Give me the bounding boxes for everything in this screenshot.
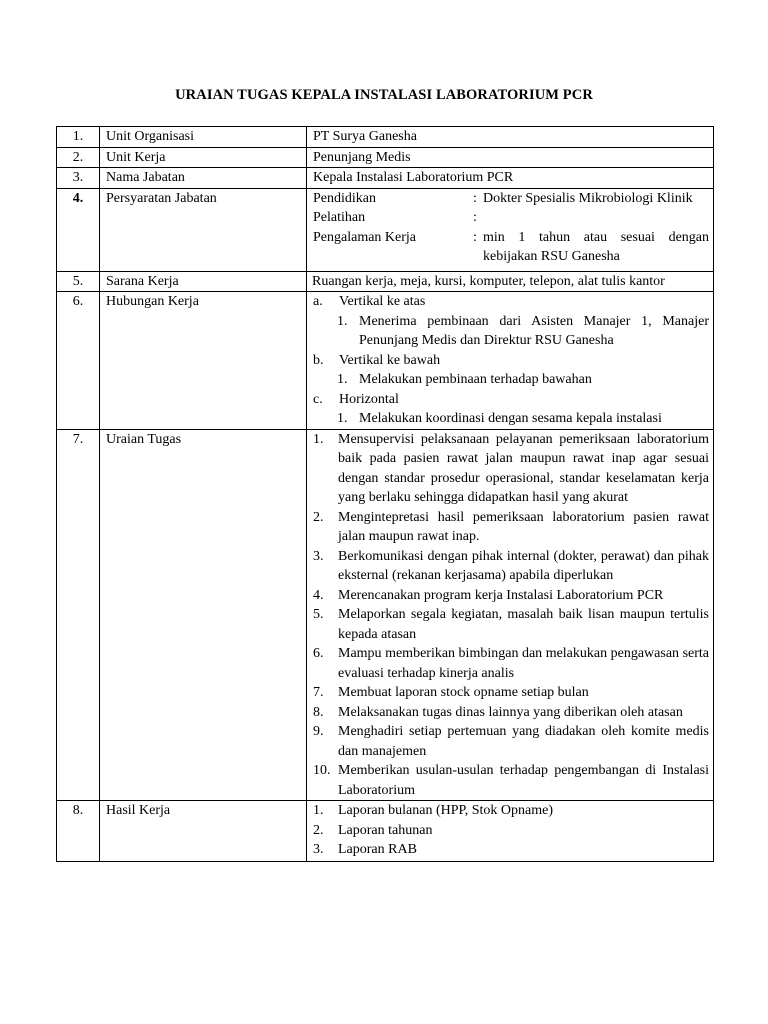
table-row xyxy=(57,429,714,801)
item-text: Membuat laporan stock opname setiap bulan xyxy=(338,685,589,700)
item-marker: 1. xyxy=(313,803,324,818)
item-text: Laporan RAB xyxy=(338,842,417,857)
requirement-key: Pelatihan xyxy=(313,210,366,225)
row-number: 2. xyxy=(57,147,100,168)
item-marker: 9. xyxy=(313,724,324,739)
results-cell xyxy=(307,801,714,862)
list-item xyxy=(313,430,709,508)
item-marker: 2. xyxy=(313,822,324,838)
item-text: Merencanakan program kerja Instalasi Laboratorium PCR xyxy=(338,587,664,603)
row-number: 8. xyxy=(57,801,100,862)
item-marker: 8. xyxy=(313,704,324,720)
item-text: Memberikan usulan-usulan terhadap pengembangan di Instalasi Laboratorium xyxy=(338,763,709,798)
table-row xyxy=(57,801,714,862)
row-value: Kepala Instalasi Laboratorium PCR xyxy=(307,168,714,189)
item-text: Melakukan koordinasi dengan sesama kepala instalasi xyxy=(359,411,662,426)
row-number: 6. xyxy=(57,292,100,430)
row-label: Unit Organisasi xyxy=(100,127,307,148)
requirement-colon: : xyxy=(473,210,477,225)
list-item xyxy=(313,801,709,821)
item-marker: 7. xyxy=(313,685,324,700)
table-row xyxy=(57,127,714,148)
list-item xyxy=(313,840,709,860)
list-item xyxy=(313,683,709,703)
item-text: Melakukan pembinaan terhadap bawahan xyxy=(359,372,592,387)
row-label: Unit Kerja xyxy=(100,147,307,168)
list-item xyxy=(313,761,709,800)
item-text: Melaporkan segala kegiatan, masalah baik lisan maupun tertulis kepada atasan xyxy=(338,607,709,642)
relation-group-title xyxy=(313,390,709,410)
item-marker: 5. xyxy=(313,607,324,622)
list-item xyxy=(313,586,709,606)
list-item xyxy=(313,821,709,841)
item-marker: 1. xyxy=(337,372,348,387)
row-number: 1. xyxy=(57,127,100,148)
item-marker: 3. xyxy=(313,548,324,564)
item-text: Laporan tahunan xyxy=(338,822,433,838)
row-value: Penunjang Medis xyxy=(307,147,714,168)
item-marker: 2. xyxy=(313,509,324,525)
row-label: Sarana Kerja xyxy=(100,271,307,292)
requirement-item xyxy=(313,208,709,228)
item-marker: 3. xyxy=(313,842,324,857)
item-text: Laporan bulanan (HPP, Stok Opname) xyxy=(338,803,554,818)
row-number: 3. xyxy=(57,168,100,189)
row-value: PT Surya Ganesha xyxy=(307,127,714,148)
item-marker: 10. xyxy=(313,763,331,778)
document-title: URAIAN TUGAS KEPALA INSTALASI LABORATORIUM PCR xyxy=(175,87,593,103)
list-item xyxy=(313,644,709,683)
list-item xyxy=(313,508,709,547)
relation-group-title xyxy=(313,351,709,371)
item-marker: 1. xyxy=(337,411,348,426)
table-row xyxy=(57,292,714,430)
item-text: Mengintepretasi hasil pemeriksaan laboratorium pasien rawat jalan maupun rawat inap. xyxy=(338,509,709,544)
table-row xyxy=(57,168,714,189)
item-marker: 1. xyxy=(313,431,324,447)
item-marker: 4. xyxy=(313,587,324,603)
group-title: Horizontal xyxy=(339,391,399,407)
job-description-table xyxy=(56,126,714,862)
row-number: 4. xyxy=(57,188,100,271)
group-marker: b. xyxy=(313,352,324,368)
row-label: Uraian Tugas xyxy=(100,429,307,801)
group-marker: a. xyxy=(313,294,323,309)
requirement-colon: : xyxy=(473,229,477,245)
row-label: Persyaratan Jabatan xyxy=(100,188,307,271)
requirement-item xyxy=(313,189,709,209)
relation-group-title xyxy=(313,292,709,312)
duties-cell xyxy=(307,429,714,801)
list-item xyxy=(313,409,709,429)
list-item xyxy=(313,547,709,586)
requirements-cell xyxy=(307,188,714,271)
list-item xyxy=(313,370,709,390)
row-label: Hasil Kerja xyxy=(100,801,307,862)
row-number: 5. xyxy=(57,271,100,292)
table-row xyxy=(57,271,714,292)
item-marker: 1. xyxy=(337,313,348,329)
item-text: Melaksanakan tugas dinas lainnya yang diberikan oleh atasan xyxy=(338,704,683,720)
requirement-key: Pengalaman Kerja xyxy=(313,229,417,245)
group-marker: c. xyxy=(313,391,323,407)
group-title: Vertikal ke atas xyxy=(339,294,426,309)
requirement-value xyxy=(483,208,709,228)
group-title: Vertikal ke bawah xyxy=(339,352,441,368)
requirement-colon: : xyxy=(473,190,477,206)
requirement-value: min 1 tahun atau sesuai dengan kebijakan RSU Ganesha xyxy=(483,229,709,264)
item-text: Mensupervisi pelaksanaan pelayanan pemeriksaan laboratorium baik pada pasien rawat jalan maupun rawat inap agar sesuai dengan standar prosedur operasional, standar keselamatan kerja yang berlaku sehingga didapatkan hasil yang akurat xyxy=(338,431,709,505)
list-item xyxy=(313,312,709,351)
requirement-key: Pendidikan xyxy=(313,190,376,206)
work-relations-cell xyxy=(307,292,714,430)
item-text: Menghadiri setiap pertemuan yang diadakan oleh komite medis dan manajemen xyxy=(338,724,709,759)
list-item xyxy=(313,703,709,723)
table-row xyxy=(57,147,714,168)
item-marker: 6. xyxy=(313,646,324,661)
item-text: Menerima pembinaan dari Asisten Manajer 1, Manajer Penunjang Medis dan Direktur RSU Ganesha xyxy=(359,313,709,348)
row-label: Nama Jabatan xyxy=(100,168,307,189)
list-item xyxy=(313,722,709,761)
item-text: Berkomunikasi dengan pihak internal (dokter, perawat) dan pihak eksternal (rekanan kerjasama) apabila diperlukan xyxy=(338,548,709,583)
item-text: Mampu memberikan bimbingan dan melakukan pengawasan serta evaluasi terhadap kinerja analis xyxy=(338,646,709,681)
requirement-item xyxy=(313,228,709,267)
row-value: Ruangan kerja, meja, kursi, komputer, telepon, alat tulis kantor xyxy=(307,271,714,292)
row-number: 7. xyxy=(57,429,100,801)
table-row xyxy=(57,188,714,271)
row-label: Hubungan Kerja xyxy=(100,292,307,430)
list-item xyxy=(313,605,709,644)
requirement-value: Dokter Spesialis Mikrobiologi Klinik xyxy=(483,190,693,206)
